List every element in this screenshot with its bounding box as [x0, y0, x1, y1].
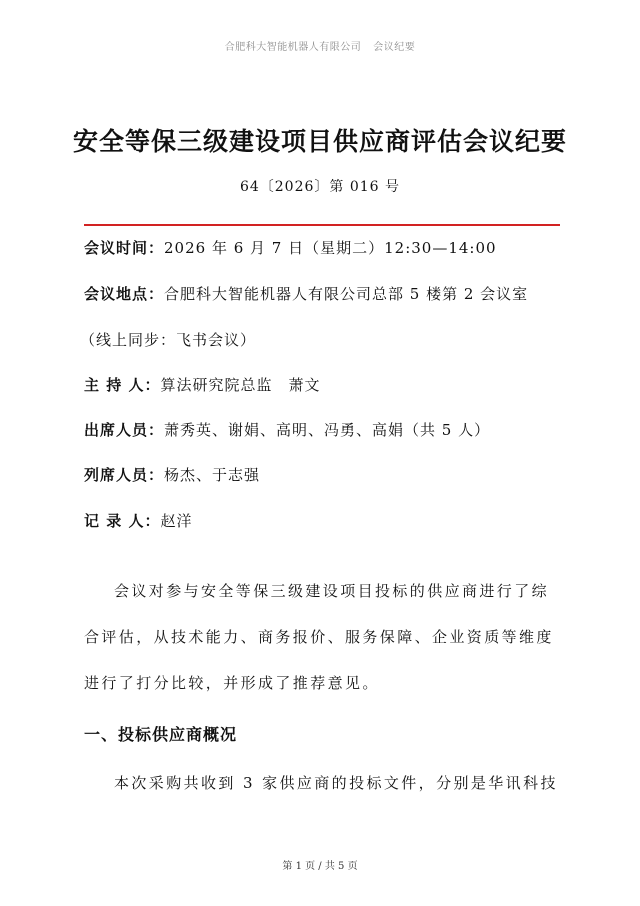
observers-label: 列席人员： [84, 466, 165, 484]
page-header [0, 38, 640, 53]
intro-line-3: 进行了打分比较，并形成了推荐意见。 [84, 674, 380, 692]
meeting-place-row [84, 283, 574, 304]
host-label: 主 持 人： [84, 376, 161, 394]
recorder-value: 赵洋 [160, 512, 193, 530]
document-title: 安全等保三级建设项目供应商评估会议纪要 [72, 127, 567, 156]
meeting-place-label: 会议地点： [84, 285, 165, 303]
intro-line-2: 合评估，从技术能力、商务报价、服务保障、企业资质等维度 [84, 628, 554, 646]
meeting-time-value: 2026 年 6 月 7 日（星期二）12:30—14:00 [164, 239, 497, 257]
meeting-place-continued: （线上同步：飞书会议） [80, 331, 257, 349]
intro-line-1: 会议对参与安全等保三级建设项目投标的供应商进行了综 [114, 582, 550, 600]
meeting-time-row [84, 237, 574, 258]
section-1-heading: 一、投标供应商概况 [84, 725, 238, 744]
observers-row [84, 464, 574, 485]
attendees-label: 出席人员： [84, 421, 165, 439]
recorder-label: 记 录 人： [84, 512, 161, 530]
attendees-value: 萧秀英、谢娟、高明、冯勇、高娟（共 5 人） [164, 421, 491, 439]
attendees-row [84, 419, 574, 440]
document-number: 64〔2026〕第 016 号 [239, 179, 401, 195]
page-footer: 第 1 页 / 共 5 页 [282, 861, 358, 872]
recorder-row [84, 510, 574, 531]
meeting-place-value: 合肥科大智能机器人有限公司总部 5 楼第 2 会议室 [164, 285, 529, 303]
host-row [84, 374, 574, 395]
header-doc-type: 会议纪要 [373, 42, 416, 53]
red-divider [84, 224, 560, 226]
host-value: 算法研究院总监 萧文 [160, 376, 321, 394]
meeting-time-label: 会议时间： [84, 239, 165, 257]
section-1-line-1: 本次采购共收到 3 家供应商的投标文件，分别是华讯科技 [114, 774, 558, 792]
observers-value: 杨杰、于志强 [164, 466, 261, 484]
header-company: 合肥科大智能机器人有限公司 [224, 42, 362, 53]
